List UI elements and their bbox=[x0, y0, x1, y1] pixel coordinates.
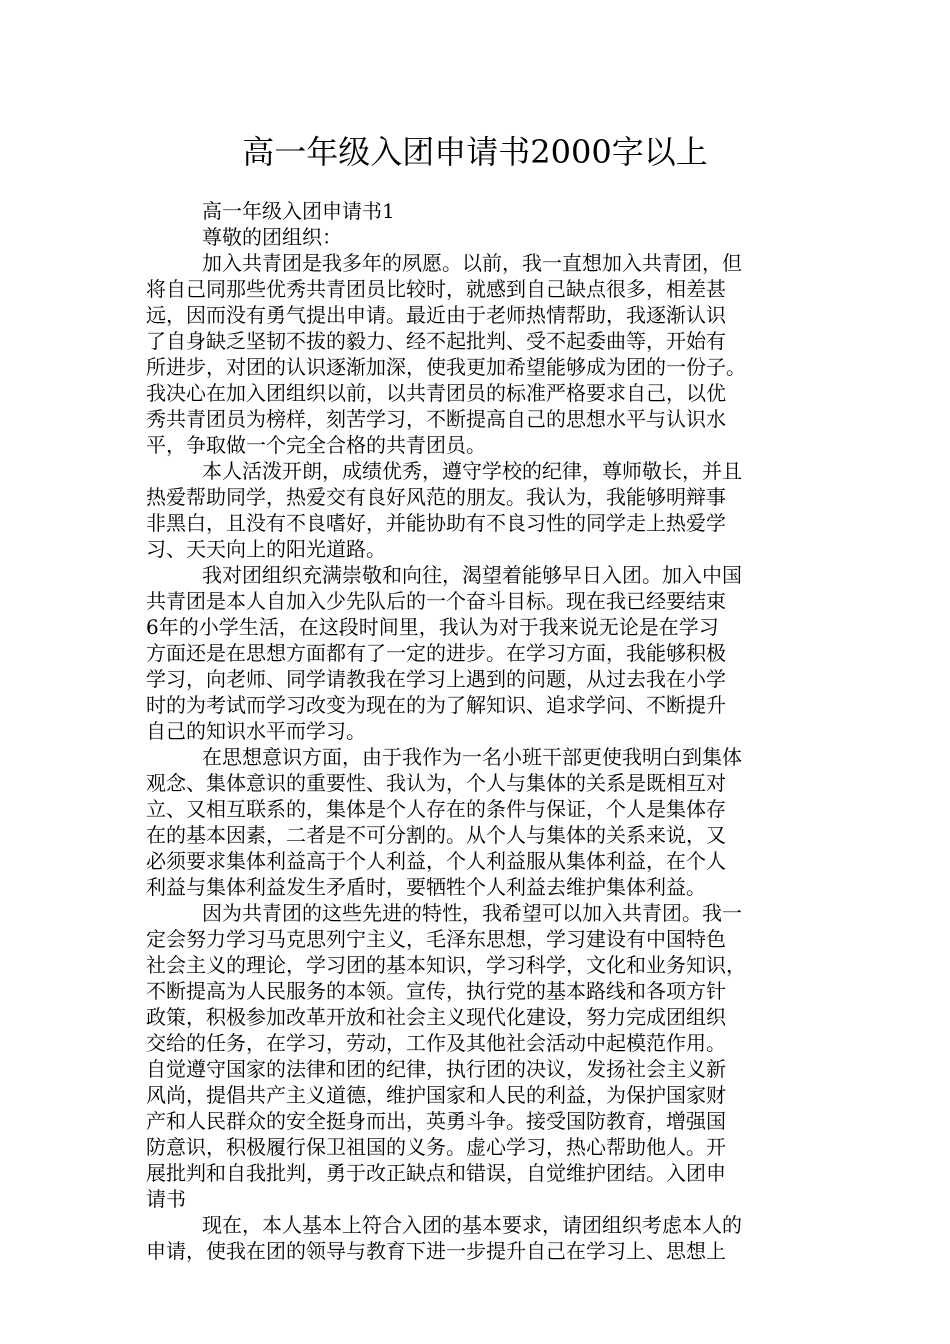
text-line: 秀共青团员为榜样，刻苦学习，不断提高自己的思想水平与认识水 bbox=[146, 407, 726, 431]
text-line: 非黑白，且没有不良嗜好，并能协助有不良习性的同学走上热爱学 bbox=[146, 511, 726, 535]
text-line: 高一年级入团申请书1 bbox=[202, 199, 395, 223]
text-line: 我对团组织充满崇敬和向往，渴望着能够早日入团。加入中国 bbox=[202, 563, 742, 587]
text-line: 方面还是在思想方面都有了一定的进步。在学习方面，我能够积极 bbox=[146, 641, 726, 665]
text-line: 社会主义的理论，学习团的基本知识，学习科学，文化和业务知识， bbox=[146, 953, 746, 977]
text-line: 防意识，积极履行保卫祖国的义务。虚心学习，热心帮助他人。开 bbox=[146, 1135, 726, 1159]
text-line: 了自身缺乏坚韧不拔的毅力、经不起批判、受不起委曲等，开始有 bbox=[146, 329, 726, 353]
text-line: 必须要求集体利益高于个人利益，个人利益服从集体利益，在个人 bbox=[146, 849, 726, 873]
text-line: 在思想意识方面，由于我作为一名小班干部更使我明白到集体 bbox=[202, 745, 742, 769]
text-line: 所进步，对团的认识逐渐加深，使我更加希望能够成为团的一份子。 bbox=[146, 355, 746, 379]
text-line: 本人活泼开朗，成绩优秀，遵守学校的纪律，尊师敬长，并且 bbox=[202, 459, 742, 483]
text-line: 观念、集体意识的重要性、我认为，个人与集体的关系是既相互对 bbox=[146, 771, 726, 795]
document-title: 高一年级入团申请书2000字以上 bbox=[242, 133, 708, 171]
text-line: 定会努力学习马克思列宁主义，毛泽东思想，学习建设有中国特色 bbox=[146, 927, 726, 951]
text-line: 在的基本因素，二者是不可分割的。从个人与集体的关系来说，又 bbox=[146, 823, 726, 847]
text-line: 共青团是本人自加入少先队后的一个奋斗目标。现在我已经要结束 bbox=[146, 589, 726, 613]
text-line: 不断提高为人民服务的本领。宣传，执行党的基本路线和各项方针 bbox=[146, 979, 726, 1003]
text-line: 自己的知识水平而学习。 bbox=[146, 719, 366, 743]
text-line: 我决心在加入团组织以前，以共青团员的标准严格要求自己，以优 bbox=[146, 381, 726, 405]
text-line: 时的为考试而学习改变为现在的为了解知识、追求学问、不断提升 bbox=[146, 693, 726, 717]
text-line: 因为共青团的这些先进的特性，我希望可以加入共青团。我一 bbox=[202, 901, 742, 925]
text-line: 利益与集体利益发生矛盾时，要牺牲个人利益去维护集体利益。 bbox=[146, 875, 706, 899]
text-line: 产和人民群众的安全挺身而出，英勇斗争。接受国防教育，增强国 bbox=[146, 1109, 726, 1133]
text-line: 政策，积极参加改革开放和社会主义现代化建设，努力完成团组织 bbox=[146, 1005, 726, 1029]
text-line: 现在，本人基本上符合入团的基本要求，请团组织考虑本人的 bbox=[202, 1213, 742, 1237]
text-line: 立、又相互联系的，集体是个人存在的条件与保证，个人是集体存 bbox=[146, 797, 726, 821]
text-line: 6年的小学生活，在这段时间里，我认为对于我来说无论是在学习 bbox=[146, 615, 719, 639]
text-line: 交给的任务，在学习，劳动，工作及其他社会活动中起模范作用。 bbox=[146, 1031, 726, 1055]
text-line: 加入共青团是我多年的夙愿。以前，我一直想加入共青团，但 bbox=[202, 251, 742, 275]
text-line: 将自己同那些优秀共青团员比较时，就感到自己缺点很多，相差甚 bbox=[146, 277, 726, 301]
text-line: 学习，向老师、同学请教我在学习上遇到的问题，从过去我在小学 bbox=[146, 667, 726, 691]
document-body bbox=[146, 198, 812, 1264]
text-line: 平，争取做一个完全合格的共青团员。 bbox=[146, 433, 486, 457]
text-line: 请书 bbox=[146, 1187, 186, 1211]
text-line: 远，因而没有勇气提出申请。最近由于老师热情帮助，我逐渐认识 bbox=[146, 303, 726, 327]
text-line: 展批判和自我批判，勇于改正缺点和错误，自觉维护团结。入团申 bbox=[146, 1161, 726, 1185]
text-line: 习、天天向上的阳光道路。 bbox=[146, 537, 386, 561]
text-line: 风尚，提倡共产主义道德，维护国家和人民的利益，为保护国家财 bbox=[146, 1083, 726, 1107]
text-line: 申请，使我在团的领导与教育下进一步提升自己在学习上、思想上 bbox=[146, 1239, 726, 1263]
text-line: 热爱帮助同学，热爱交有良好风范的朋友。我认为，我能够明辩事 bbox=[146, 485, 726, 509]
text-line: 自觉遵守国家的法律和团的纪律，执行团的决议，发扬社会主义新 bbox=[146, 1057, 726, 1081]
text-line: 尊敬的团组织： bbox=[202, 225, 342, 249]
